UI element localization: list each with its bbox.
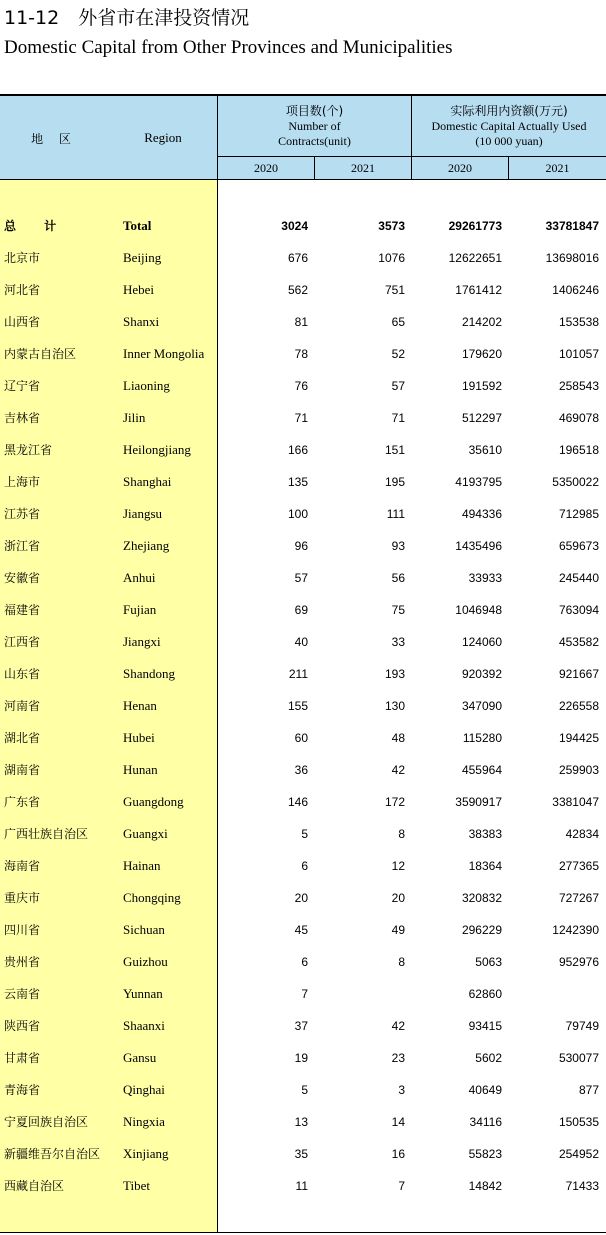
contracts-2020-cell: 155: [287, 699, 308, 713]
table-row: [0, 1138, 606, 1170]
region-en-cell: Guizhou: [123, 954, 168, 969]
region-cn-cell: 北京市: [4, 251, 41, 265]
capital-2021-cell: 1242390: [552, 923, 599, 937]
table-row: [0, 946, 606, 978]
contracts-2021-cell: 8: [398, 955, 405, 969]
region-cn-cell: 青海省: [4, 1083, 41, 1097]
region-en-cell: Liaoning: [123, 378, 170, 393]
contracts-2020-cell: 57: [294, 571, 308, 585]
contracts-2020-cell: 100: [287, 507, 308, 521]
contracts-2020-cell: 13: [294, 1115, 308, 1129]
contracts-2021-cell: 48: [391, 731, 405, 745]
region-en-cell: Heilongjiang: [123, 442, 191, 457]
region-en-cell: Guangdong: [123, 794, 184, 809]
region-cn-cell: 辽宁省: [4, 379, 41, 393]
region-en-cell: Gansu: [123, 1050, 157, 1065]
header-year-capital-2020: 2020: [448, 161, 472, 175]
contracts-2020-cell: 37: [294, 1019, 308, 1033]
table-row: [0, 530, 606, 562]
region-en-cell: Shanghai: [123, 474, 172, 489]
contracts-2021-cell: 56: [391, 571, 405, 585]
region-en-cell: Hunan: [123, 762, 158, 777]
capital-2020-cell: 320832: [461, 891, 502, 905]
capital-2020-cell: 18364: [468, 859, 502, 873]
region-cn-cell: 重庆市: [4, 891, 41, 905]
contracts-2021-cell: 3573: [378, 219, 405, 233]
header-contracts-en2: Contracts(unit): [278, 133, 351, 148]
contracts-2020-cell: 36: [294, 763, 308, 777]
capital-2020-cell: 1046948: [455, 603, 502, 617]
capital-2021-cell: 194425: [558, 731, 599, 745]
capital-2021-cell: 259903: [558, 763, 599, 777]
capital-2021-cell: 79749: [565, 1019, 599, 1033]
region-en-cell: Jilin: [123, 410, 146, 425]
capital-2020-cell: 55823: [468, 1147, 502, 1161]
contracts-2021-cell: 42: [391, 1019, 405, 1033]
contracts-2020-cell: 45: [294, 923, 308, 937]
region-cn-cell: 河南省: [4, 699, 41, 713]
page-title-cn: 11-12 外省市在津投资情况: [4, 7, 250, 29]
contracts-2020-cell: 60: [294, 731, 308, 745]
region-cn-cell: 山东省: [4, 667, 41, 681]
contracts-2021-cell: 65: [391, 315, 405, 329]
header-capital: [412, 96, 606, 156]
contracts-2021-cell: 195: [384, 475, 405, 489]
region-cn-cell: 浙江省: [4, 539, 41, 553]
contracts-2020-cell: 146: [287, 795, 308, 809]
capital-2020-cell: 191592: [461, 379, 502, 393]
region-en-cell: Sichuan: [123, 922, 165, 937]
capital-2020-cell: 214202: [461, 315, 502, 329]
capital-2020-cell: 4193795: [455, 475, 502, 489]
region-en-cell: Chongqing: [123, 890, 181, 905]
region-cn-cell: 宁夏回族自治区: [4, 1115, 89, 1129]
region-cn-cell: 甘肃省: [4, 1051, 41, 1065]
table-row: [0, 978, 606, 1010]
table-row: [0, 498, 606, 530]
contracts-2020-cell: 71: [294, 411, 308, 425]
capital-2021-cell: 921667: [558, 667, 599, 681]
contracts-2021-cell: 8: [398, 827, 405, 841]
capital-2021-cell: 13698016: [545, 251, 599, 265]
region-en-cell: Qinghai: [123, 1082, 165, 1097]
capital-2021-cell: 153538: [558, 315, 599, 329]
table-row: [0, 1106, 606, 1138]
region-en-cell: Xinjiang: [123, 1146, 169, 1161]
region-cn-cell: 吉林省: [4, 411, 41, 425]
contracts-2021-cell: 42: [391, 763, 405, 777]
contracts-2021-cell: 7: [398, 1179, 405, 1193]
contracts-2020-cell: 81: [294, 315, 308, 329]
header-divider: [411, 96, 412, 180]
contracts-2021-cell: 130: [384, 699, 405, 713]
capital-2020-cell: 33933: [468, 571, 502, 585]
contracts-2021-cell: 52: [391, 347, 405, 361]
region-en-cell: Anhui: [123, 570, 156, 585]
contracts-2021-cell: 93: [391, 539, 405, 553]
capital-2021-cell: 3381047: [552, 795, 599, 809]
capital-2020-cell: 5063: [475, 955, 502, 969]
table-row: [0, 754, 606, 786]
contracts-2021-cell: 14: [391, 1115, 405, 1129]
region-cn-cell: 河北省: [4, 283, 41, 297]
table-row: [0, 914, 606, 946]
contracts-2020-cell: 19: [294, 1051, 308, 1065]
region-en-cell: Inner Mongolia: [123, 346, 205, 361]
header-region-en: Region: [144, 130, 182, 145]
contracts-2021-cell: 16: [391, 1147, 405, 1161]
region-en-cell: Total: [123, 218, 152, 233]
capital-2021-cell: 530077: [558, 1051, 599, 1065]
header-year-contracts-2021: 2021: [351, 161, 375, 175]
table-header: [0, 96, 606, 180]
region-cn-cell: 黑龙江省: [4, 443, 53, 457]
capital-2020-cell: 455964: [461, 763, 502, 777]
table-row: [0, 306, 606, 338]
capital-2020-cell: 1435496: [455, 539, 502, 553]
region-en-cell: Zhejiang: [123, 538, 170, 553]
contracts-2020-cell: 40: [294, 635, 308, 649]
capital-2020-cell: 35610: [468, 443, 502, 457]
contracts-2021-cell: 71: [391, 411, 405, 425]
contracts-2020-cell: 20: [294, 891, 308, 905]
contracts-2020-cell: 96: [294, 539, 308, 553]
table-row: [0, 466, 606, 498]
capital-2020-cell: 40649: [468, 1083, 502, 1097]
header-region-cn: 地 区: [31, 131, 77, 146]
capital-2021-cell: 150535: [558, 1115, 599, 1129]
contracts-2021-cell: 1076: [378, 251, 405, 265]
region-cn-cell: 安徽省: [4, 571, 41, 585]
header-year-capital-2021: 2021: [545, 161, 570, 175]
table-row: [0, 690, 606, 722]
region-en-cell: Tibet: [123, 1178, 150, 1193]
region-en-cell: Jiangxi: [123, 634, 161, 649]
region-en-cell: Shanxi: [123, 314, 160, 329]
header-contracts-cn: 项目数(个): [285, 103, 344, 118]
capital-2021-cell: 659673: [558, 539, 599, 553]
capital-2021-cell: 1406246: [552, 283, 599, 297]
contracts-2020-cell: 166: [287, 443, 308, 457]
region-en-cell: Fujian: [123, 602, 157, 617]
region-en-cell: Jiangsu: [123, 506, 162, 521]
contracts-2020-cell: 5: [301, 1083, 308, 1097]
contracts-2021-cell: 33: [391, 635, 405, 649]
contracts-2021-cell: 193: [384, 667, 405, 681]
capital-2021-cell: 727267: [558, 891, 599, 905]
region-cn-cell: 总 计: [4, 219, 69, 233]
capital-2021-cell: 258543: [558, 379, 599, 393]
region-cn-cell: 海南省: [4, 859, 41, 873]
contracts-2021-cell: 172: [384, 795, 405, 809]
capital-2020-cell: 124060: [461, 635, 502, 649]
contracts-2020-cell: 7: [301, 987, 308, 1001]
header-divider: [314, 157, 315, 180]
region-en-cell: Shaanxi: [123, 1018, 165, 1033]
capital-2020-cell: 115280: [462, 731, 502, 745]
region-cn-cell: 西藏自治区: [4, 1179, 65, 1193]
header-capital-cn: 实际利用内资额(万元): [450, 103, 568, 118]
capital-2021-cell: 453582: [558, 635, 599, 649]
capital-2021-cell: 877: [578, 1083, 599, 1097]
region-en-cell: Ningxia: [123, 1114, 165, 1129]
region-cn-cell: 江西省: [4, 635, 41, 649]
table-row: [0, 1042, 606, 1074]
capital-2020-cell: 62860: [468, 987, 502, 1001]
region-cn-cell: 江苏省: [4, 507, 41, 521]
capital-2020-cell: 347090: [461, 699, 502, 713]
header-contracts-en1: Number of: [288, 118, 341, 133]
region-cn-cell: 上海市: [4, 475, 41, 489]
header-divider: [217, 96, 218, 180]
capital-2020-cell: 93415: [468, 1019, 502, 1033]
contracts-2021-cell: 751: [384, 283, 405, 297]
table-row: [0, 818, 606, 850]
contracts-2020-cell: 211: [288, 667, 308, 681]
capital-2021-cell: 101057: [558, 347, 599, 361]
contracts-2021-cell: 49: [391, 923, 405, 937]
capital-2021-cell: 71433: [565, 1179, 599, 1193]
header-capital-en1: Domestic Capital Actually Used: [431, 118, 587, 133]
capital-2020-cell: 179620: [461, 347, 502, 361]
table-row: [0, 594, 606, 626]
contracts-2020-cell: 11: [295, 1179, 308, 1193]
capital-2021-cell: 763094: [558, 603, 599, 617]
capital-2021-cell: 196518: [558, 443, 599, 457]
capital-2020-cell: 29261773: [448, 219, 502, 233]
region-en-cell: Hubei: [123, 730, 155, 745]
region-cn-cell: 山西省: [4, 315, 41, 329]
region-en-cell: Beijing: [123, 250, 162, 265]
capital-2021-cell: 42834: [565, 827, 599, 841]
contracts-2021-cell: 20: [391, 891, 405, 905]
region-en-cell: Hainan: [123, 858, 161, 873]
region-en-cell: Guangxi: [123, 826, 168, 841]
contracts-2020-cell: 562: [287, 283, 308, 297]
capital-2020-cell: 12622651: [448, 251, 502, 265]
capital-2020-cell: 296229: [461, 923, 502, 937]
capital-2021-cell: 5350022: [552, 475, 599, 489]
table-row: [0, 274, 606, 306]
capital-2020-cell: 920392: [461, 667, 502, 681]
region-cn-cell: 四川省: [4, 923, 41, 937]
contracts-2021-cell: 57: [391, 379, 405, 393]
page-title-en: Domestic Capital from Other Provinces and Municipalities: [4, 37, 453, 58]
capital-2021-cell: 277365: [558, 859, 599, 873]
capital-2020-cell: 14842: [468, 1179, 502, 1193]
region-cn-cell: 贵州省: [4, 955, 41, 969]
region-cn-cell: 新疆维吾尔自治区: [4, 1147, 101, 1161]
contracts-2020-cell: 6: [301, 859, 308, 873]
contracts-2020-cell: 76: [294, 379, 308, 393]
region-cn-cell: 广西壮族自治区: [4, 827, 89, 841]
contracts-2020-cell: 676: [287, 251, 308, 265]
capital-2021-cell: 469078: [558, 411, 599, 425]
header-capital-en2: (10 000 yuan): [475, 133, 543, 148]
contracts-2021-cell: 3: [398, 1083, 405, 1097]
table-row: [0, 562, 606, 594]
contracts-2020-cell: 6: [301, 955, 308, 969]
contracts-2020-cell: 5: [301, 827, 308, 841]
table-row: [0, 1010, 606, 1042]
contracts-2021-cell: 151: [384, 443, 405, 457]
capital-2021-cell: 245440: [558, 571, 599, 585]
capital-2020-cell: 3590917: [455, 795, 502, 809]
region-cn-cell: 内蒙古自治区: [4, 347, 77, 361]
region-cn-cell: 湖北省: [4, 731, 41, 745]
table-row: [0, 882, 606, 914]
table-row: [0, 1074, 606, 1106]
region-cn-cell: 湖南省: [4, 763, 41, 777]
contracts-2021-cell: 23: [391, 1051, 405, 1065]
contracts-2021-cell: 111: [386, 507, 405, 521]
table-row: [0, 850, 606, 882]
region-cn-cell: 陕西省: [4, 1019, 41, 1033]
capital-2021-cell: 226558: [558, 699, 599, 713]
region-en-cell: Henan: [123, 698, 157, 713]
header-divider: [218, 156, 606, 157]
region-en-cell: Hebei: [123, 282, 155, 297]
region-cn-cell: 广东省: [4, 795, 41, 809]
table-row: [0, 338, 606, 370]
capital-2020-cell: 494336: [461, 507, 502, 521]
capital-2021-cell: 712985: [558, 507, 599, 521]
contracts-2020-cell: 35: [294, 1147, 308, 1161]
contracts-2020-cell: 78: [294, 347, 308, 361]
region-cn-cell: 福建省: [4, 603, 41, 617]
capital-2021-cell: 254952: [558, 1147, 599, 1161]
table-row: [0, 786, 606, 818]
capital-2020-cell: 1761412: [455, 283, 502, 297]
contracts-2021-cell: 12: [391, 859, 405, 873]
table-row-total: [0, 210, 606, 242]
header-divider: [508, 157, 509, 180]
capital-2020-cell: 512297: [461, 411, 502, 425]
table-row: [0, 434, 606, 466]
capital-2021-cell: 952976: [558, 955, 599, 969]
capital-2020-cell: 38383: [468, 827, 502, 841]
header-contracts: [218, 96, 411, 156]
contracts-2020-cell: 69: [294, 603, 308, 617]
table-row: [0, 370, 606, 402]
region-cn-cell: 云南省: [4, 987, 41, 1001]
capital-2020-cell: 34116: [469, 1115, 502, 1129]
table-row: [0, 1170, 606, 1202]
table-row: [0, 402, 606, 434]
table-row: [0, 626, 606, 658]
table-row: [0, 658, 606, 690]
region-en-cell: Shandong: [123, 666, 175, 681]
contracts-2021-cell: 75: [391, 603, 405, 617]
contracts-2020-cell: 135: [287, 475, 308, 489]
contracts-2020-cell: 3024: [281, 219, 308, 233]
capital-2020-cell: 5602: [475, 1051, 502, 1065]
table-row: [0, 722, 606, 754]
table-row: [0, 242, 606, 274]
region-en-cell: Yunnan: [123, 986, 163, 1001]
capital-2021-cell: 33781847: [545, 219, 599, 233]
header-year-contracts-2020: 2020: [254, 161, 278, 175]
table-bottom-rule: [0, 1232, 606, 1233]
